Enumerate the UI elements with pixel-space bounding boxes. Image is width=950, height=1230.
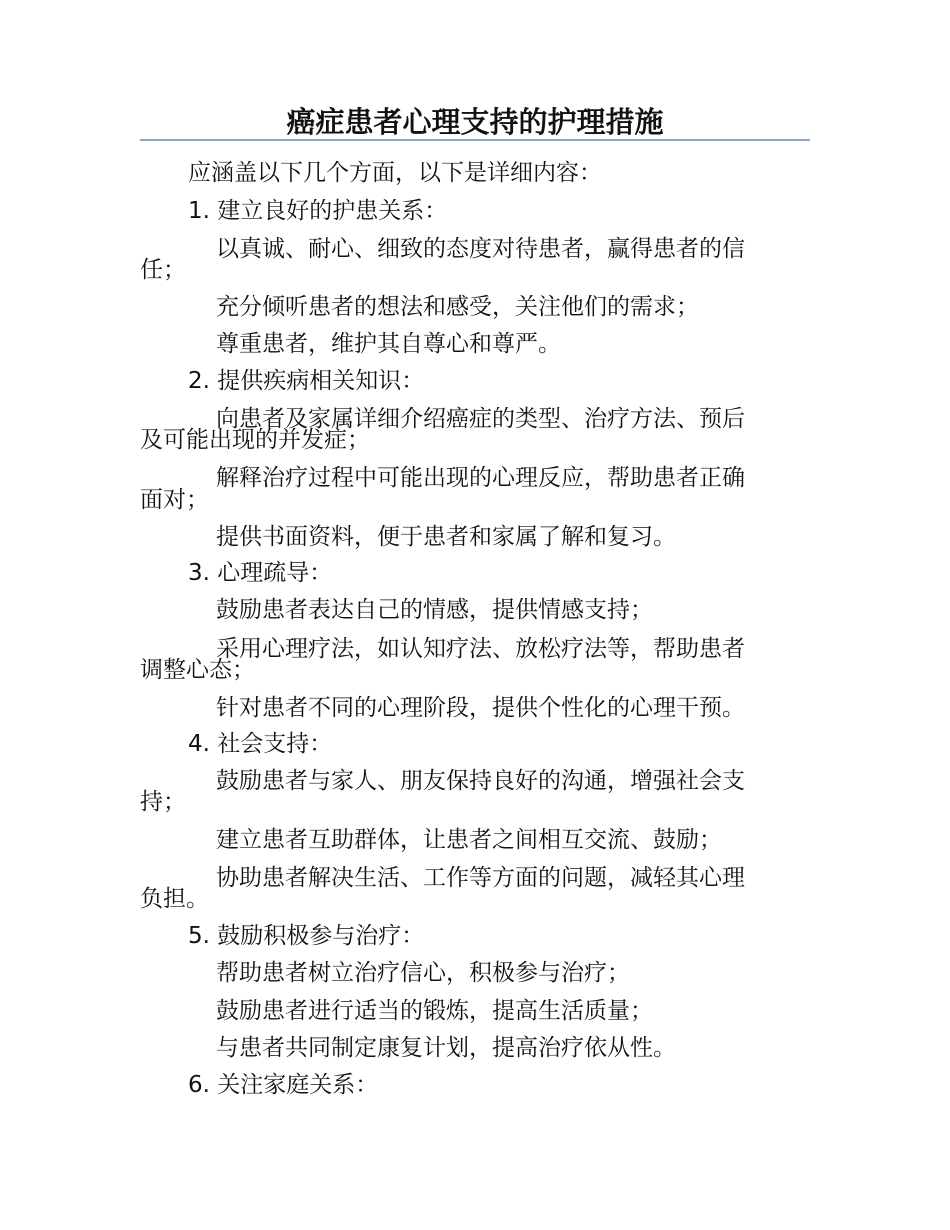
item-line: 帮助患者树立治疗信心，积极参与治疗；: [216, 960, 630, 986]
section-heading: 2. 提供疾病相关知识：: [188, 368, 425, 394]
item-line: 提供书面资料，便于患者和家属了解和复习。: [216, 524, 676, 550]
item-line-wrap: 及可能出现的并发症；: [140, 427, 370, 453]
document-title: 癌症患者心理支持的护理措施: [286, 105, 664, 139]
item-line: 鼓励患者进行适当的锻炼，提高生活质量；: [216, 998, 653, 1024]
item-line: 建立患者互助群体，让患者之间相互交流、鼓励；: [216, 827, 722, 853]
section-heading: 1. 建立良好的护患关系：: [188, 198, 448, 224]
item-line: 采用心理疗法，如认知疗法、放松疗法等，帮助患者: [216, 636, 745, 662]
item-line-wrap: 面对；: [140, 487, 209, 513]
item-line-wrap: 任；: [140, 257, 186, 283]
title-underline: [140, 139, 810, 141]
item-line: 向患者及家属详细介绍癌症的类型、治疗方法、预后: [216, 406, 745, 432]
item-line: 与患者共同制定康复计划，提高治疗依从性。: [216, 1035, 676, 1061]
intro-text: 应涵盖以下几个方面，以下是详细内容：: [188, 160, 602, 186]
item-line: 协助患者解决生活、工作等方面的问题，减轻其心理: [216, 865, 745, 891]
item-line: 解释治疗过程中可能出现的心理反应，帮助患者正确: [216, 465, 745, 491]
item-line: 以真诚、耐心、细致的态度对待患者，赢得患者的信: [216, 236, 745, 262]
section-heading: 6. 关注家庭关系：: [188, 1072, 379, 1098]
item-line: 尊重患者，维护其自尊心和尊严。: [216, 331, 561, 357]
item-line-wrap: 调整心态；: [140, 657, 255, 683]
section-heading: 4. 社会支持：: [188, 731, 333, 757]
item-line: 鼓励患者与家人、朋友保持良好的沟通，增强社会支: [216, 768, 745, 794]
section-heading: 5. 鼓励积极参与治疗：: [188, 923, 425, 949]
section-heading: 3. 心理疏导：: [188, 560, 333, 586]
item-line: 鼓励患者表达自己的情感，提供情感支持；: [216, 597, 653, 623]
item-line-wrap: 持；: [140, 789, 186, 815]
item-line-wrap: 负担。: [140, 886, 209, 912]
item-line: 针对患者不同的心理阶段，提供个性化的心理干预。: [216, 695, 745, 721]
item-line: 充分倾听患者的想法和感受，关注他们的需求；: [216, 294, 699, 320]
